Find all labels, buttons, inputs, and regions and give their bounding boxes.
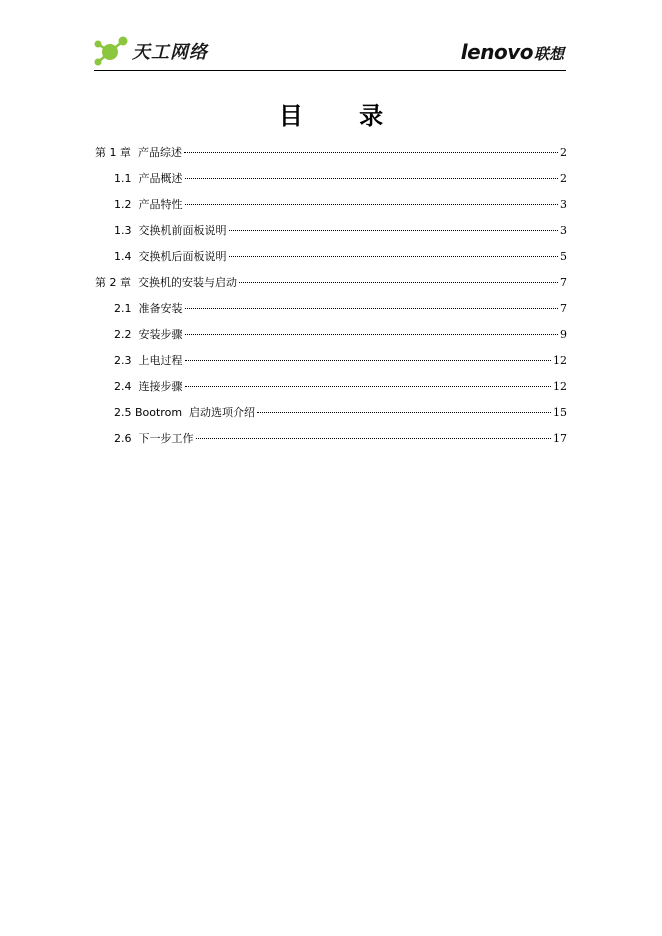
toc-entry[interactable] (95, 140, 567, 166)
toc-entry-label: 2.2 安装步骤 (114, 328, 183, 341)
toc-entry-page: 7 (560, 302, 567, 315)
toc-entry[interactable] (95, 296, 567, 322)
toc-leader-dots (184, 152, 558, 153)
toc-leader-dots (185, 178, 559, 179)
toc-entry-page: 12 (553, 354, 567, 367)
lenovo-logo (461, 40, 564, 64)
tiangong-logo (94, 36, 208, 66)
toc-entry[interactable] (95, 192, 567, 218)
toc-entry-page: 12 (553, 380, 567, 393)
toc-entry[interactable] (95, 400, 567, 426)
toc-entry[interactable] (95, 166, 567, 192)
toc-entry-label: 第 1 章 产品综述 (95, 146, 182, 159)
tiangong-logo-text: 天工网络 (132, 42, 208, 63)
toc-entry-page: 3 (560, 224, 567, 237)
toc-entry[interactable] (95, 244, 567, 270)
toc-leader-dots (257, 412, 551, 413)
toc-entry[interactable] (95, 374, 567, 400)
toc-leader-dots (239, 282, 558, 283)
toc-entry-page: 17 (553, 432, 567, 445)
toc-entry-label: 2.3 上电过程 (114, 354, 183, 367)
toc-leader-dots (185, 204, 559, 205)
lenovo-logo-cn: 联想 (533, 45, 564, 63)
toc-entry[interactable] (95, 426, 567, 452)
toc-entry[interactable] (95, 348, 567, 374)
toc-entry-page: 7 (560, 276, 567, 289)
toc-entry-page: 5 (560, 250, 567, 263)
toc-leader-dots (185, 308, 559, 309)
toc-entry-label: 2.1 准备安装 (114, 302, 183, 315)
toc-leader-dots (196, 438, 552, 439)
green-dots-icon (94, 36, 128, 66)
lenovo-logo-en: lenovo (460, 40, 533, 64)
toc-entry-label: 1.3 交换机前面板说明 (114, 224, 227, 237)
page-header (94, 34, 566, 71)
toc-leader-dots (229, 230, 559, 231)
toc-entry-label: 2.4 连接步骤 (114, 380, 183, 393)
toc-leader-dots (185, 334, 559, 335)
toc-entry-label: 第 2 章 交换机的安装与启动 (95, 276, 237, 289)
toc-entry-label: 2.5 Bootrom 启动选项介绍 (114, 406, 256, 419)
toc-entry-label: 1.4 交换机后面板说明 (114, 250, 227, 263)
page-title: 目 录 (278, 102, 408, 130)
toc-leader-dots (229, 256, 559, 257)
toc-leader-dots (185, 360, 552, 361)
toc-entry[interactable] (95, 270, 567, 296)
toc-entry-page: 2 (560, 146, 567, 159)
toc-entry-label: 2.6 下一步工作 (114, 432, 194, 445)
table-of-contents (95, 140, 567, 452)
toc-entry-page: 9 (560, 328, 567, 341)
toc-entry[interactable] (95, 218, 567, 244)
toc-entry-page: 15 (553, 406, 567, 419)
toc-leader-dots (185, 386, 552, 387)
toc-entry-page: 2 (560, 172, 567, 185)
toc-entry-label: 1.2 产品特性 (114, 198, 183, 211)
toc-entry[interactable] (95, 322, 567, 348)
toc-entry-page: 3 (560, 198, 567, 211)
toc-entry-label: 1.1 产品概述 (114, 172, 183, 185)
